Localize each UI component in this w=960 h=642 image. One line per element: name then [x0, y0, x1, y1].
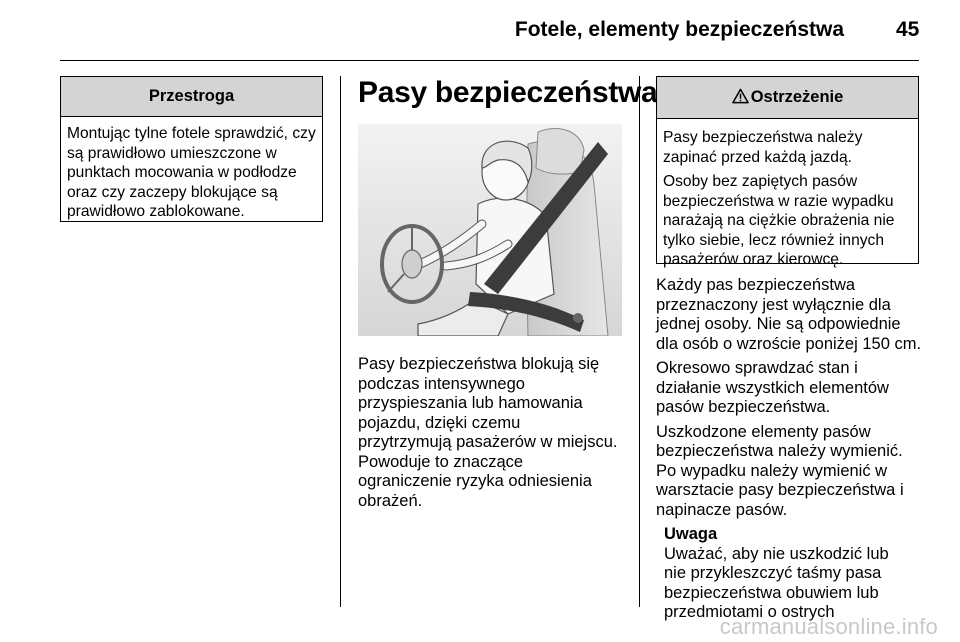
watermark: carmanualsonline.info — [719, 614, 938, 639]
body-paragraph: Uszkodzone elementy pasów bezpieczeństwa należy wymienić. Po wypadku należy wymienić w warsztacie pasy bezpieczeństwa i napinacze pasów. — [656, 422, 904, 519]
note-text: Uważać, aby nie uszkodzić lub nie przykleszczyć taśmy pasa bezpieczeństwa obuwiem lub przedmiotami o ostrych — [664, 544, 889, 621]
warning-box — [656, 76, 919, 268]
page-header-title: Fotele, elementy bezpieczeństwa — [514, 18, 844, 41]
page-number: 45 — [896, 18, 920, 41]
warning-triangle-icon — [732, 88, 749, 104]
right-column-text — [656, 276, 924, 623]
caution-box-text: Montując tylne fotele sprawdzić, czy są prawidłowo umieszczone w punktach mocowania w podłodze oraz czy zaczepy blokujące są prawidłowo zablokowane. — [67, 125, 316, 220]
warning-box-body — [657, 119, 918, 270]
seatbelt-illustration-icon — [358, 124, 622, 336]
warning-box-header — [657, 77, 918, 119]
note-title: Uwaga — [664, 525, 718, 543]
caution-box-title: Przestroga — [61, 77, 322, 117]
warning-paragraph: Pasy bezpieczeństwa należy zapinać przed każdą jazdą. — [663, 129, 863, 166]
section-title: Pasy bezpieczeństwa — [358, 76, 658, 109]
body-paragraph: Każdy pas bezpieczeństwa przeznaczony jest wyłącznie dla jednej osoby. Nie są odpowiednie dla osób o wzroście poniżej 150 cm. — [656, 276, 922, 353]
warning-paragraph: Osoby bez zapiętych pasów bezpieczeństwa w razie wypadku narażają na ciężkie obrażenia nie tylko siebie, lecz również innych pasażerów oraz kierowcę. — [663, 173, 895, 268]
body-paragraph: Okresowo sprawdzać stan i działanie wszystkich elementów pasów bezpieczeństwa. — [656, 359, 889, 416]
header-rule — [60, 60, 919, 61]
caution-box — [60, 76, 323, 222]
warning-box-title: Ostrzeżenie — [750, 88, 844, 106]
column-divider-left — [340, 76, 341, 607]
section-body — [358, 355, 618, 516]
section-body-text: Pasy bezpieczeństwa blokują się podczas intensywnego przyspieszania lub hamowania pojazdu, dzięki czemu przytrzymują pasażerów w miejscu. Powoduje to znaczące ograniczenie ryzyka odniesienia obrażeń. — [358, 355, 618, 510]
note-block — [656, 525, 912, 623]
seatbelt-illustration — [358, 124, 622, 336]
column-divider-right — [639, 76, 640, 607]
